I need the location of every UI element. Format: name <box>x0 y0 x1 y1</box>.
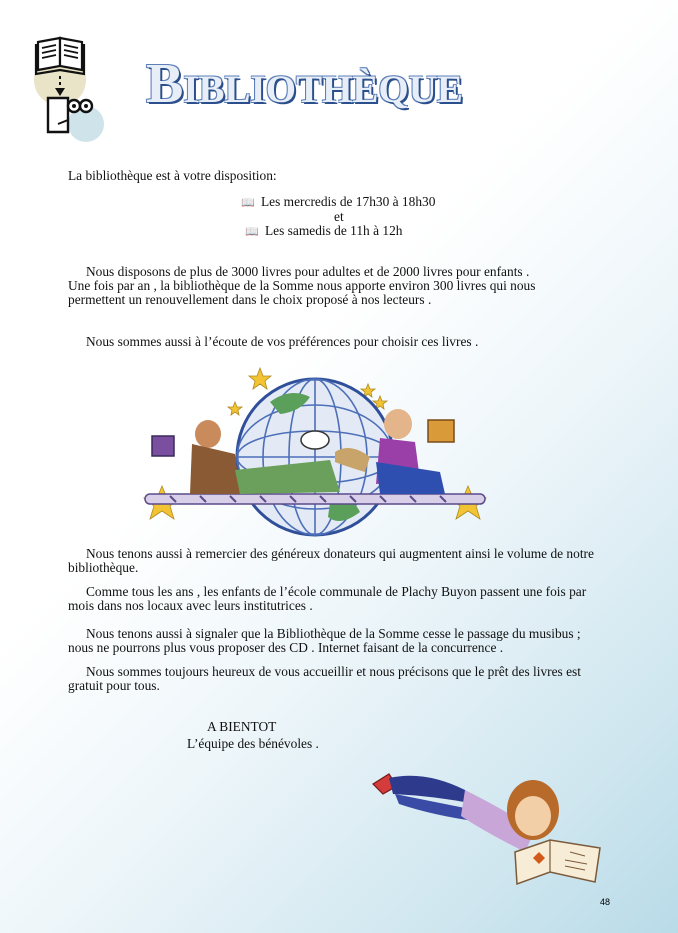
schedule-saturday: Les samedis de 11h à 12h <box>265 223 403 238</box>
paragraph-musibus-line-2: nous ne pourrons plus vous proposer des CD . Internet faisant de la concurrence . <box>68 640 504 655</box>
paragraph-school-line-1: Comme tous les ans , les enfants de l’école communale de Plachy Buyon passent une fois par <box>86 584 587 599</box>
paragraph-collection-line-3: permettent un renouvellement dans le choix proposé à nos lecteurs . <box>68 292 432 307</box>
paragraph-donors-line-1: Nous tenons aussi à remercier des généreux donateurs qui augmentent ainsi le volume de notre <box>86 546 594 561</box>
paragraph-preferences: Nous sommes aussi à l’écoute de vos préférences pour choisir ces livres . <box>86 334 479 349</box>
paragraph-collection-line-2: Une fois par an , la bibliothèque de la Somme nous apporte environ 300 livres qui nous <box>68 278 536 293</box>
schedule-wednesday: Les mercredis de 17h30 à 18h30 <box>261 194 436 209</box>
schedule-connector: et <box>334 209 344 224</box>
book-reader-logo <box>28 32 104 142</box>
open-book-icon: 📖 <box>241 197 255 209</box>
girl-reading-illustration <box>365 760 620 900</box>
closing-signature: L’équipe des bénévoles . <box>187 736 319 751</box>
page-number: 48 <box>600 897 611 907</box>
paragraph-welcome-line-1: Nous sommes toujours heureux de vous accueillir et nous précisons que le prêt des livres est <box>86 664 581 679</box>
closing-greeting: A BIENTOT <box>207 719 277 734</box>
intro-text: La bibliothèque est à votre disposition: <box>68 168 277 183</box>
page-title: Bibliothèque <box>146 53 463 115</box>
paragraph-musibus-line-1: Nous tenons aussi à signaler que la Bibliothèque de la Somme cesse le passage du musibus ; <box>86 626 581 641</box>
paragraph-school-line-2: mois dans nos locaux avec leurs institutrices . <box>68 598 313 613</box>
paragraph-donors-line-2: bibliothèque. <box>68 560 139 575</box>
schedule-line-2 <box>245 223 402 240</box>
paragraph-welcome-line-2: gratuit pour tous. <box>68 678 160 693</box>
globe-readers-illustration <box>140 362 490 537</box>
paragraph-collection-line-1: Nous disposons de plus de 3000 livres pour adultes et de 2000 livres pour enfants . <box>86 264 530 279</box>
open-book-icon: 📖 <box>245 226 259 238</box>
